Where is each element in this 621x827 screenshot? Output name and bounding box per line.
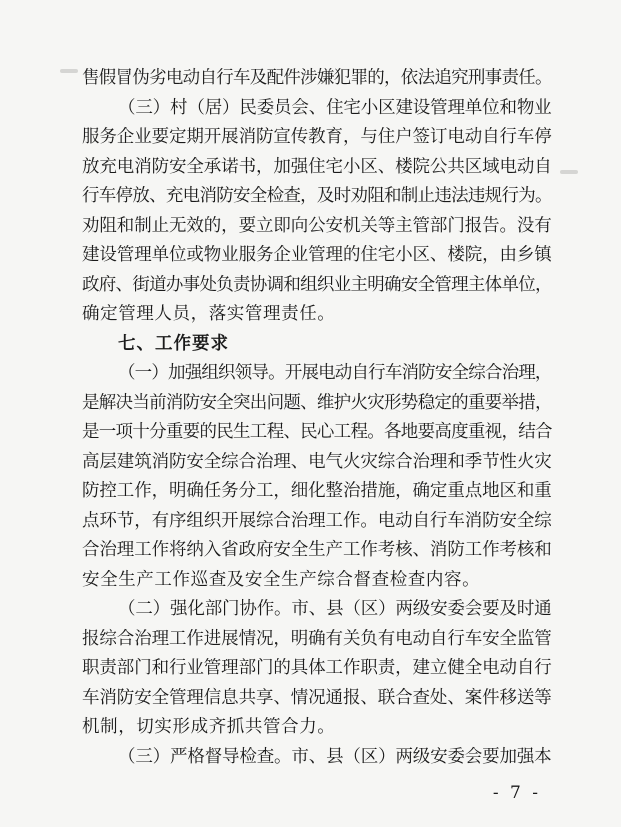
paragraph-line: 报综合治理工作进展情况，明确有关负有电动自行车安全监管	[82, 628, 552, 649]
paragraph-line: 行车停放、充电消防安全检查，及时劝阻和制止违法违规行为。	[82, 186, 552, 206]
document-body	[82, 64, 552, 772]
paragraph-line: 确定管理人员，落实管理责任。	[82, 304, 336, 324]
paragraph-line: 车消防安全管理信息共享、情况通报、联合查处、案件移送等	[82, 687, 552, 708]
page-number: - 7 -	[492, 783, 541, 803]
paragraph-line: （三）村（居）民委员会、住宅小区建设管理单位和物业	[118, 97, 552, 118]
paragraph-line: 是一项十分重要的民生工程、民心工程。各地要高度重视，结合	[82, 422, 552, 442]
paragraph-line: 建设管理单位或物业服务企业管理的住宅小区、楼院，由乡镇	[82, 245, 552, 265]
paragraph-line: 合治理工作将纳入省政府安全生产工作考核、消防工作考核和	[82, 540, 552, 560]
paragraph-line: 职责部门和行业管理部门的具体工作职责，建立健全电动自行	[82, 658, 552, 678]
paragraph-line: （三）严格督导检查。市、县（区）两级安委会要加强本	[118, 746, 552, 767]
paragraph-line: 劝阻和制止无效的，要立即向公安机关等主管部门报告。没有	[82, 215, 552, 236]
paragraph-line: 放充电消防安全承诺书，加强住宅小区、楼院公共区域电动自	[82, 156, 552, 177]
paragraph-line: （二）强化部门协作。市、县（区）两级安委会要及时通	[118, 599, 552, 619]
paragraph-line: （一）加强组织领导。开展电动自行车消防安全综合治理，	[118, 363, 552, 383]
paragraph-line: 高层建筑消防安全综合治理、电气火灾综合治理和季节性火灾	[82, 451, 552, 472]
scan-mark	[560, 170, 578, 174]
section-heading: 七、工作要求	[118, 333, 229, 354]
paragraph-line: 机制，切实形成齐抓共管合力。	[82, 717, 336, 737]
paragraph-line: 点环节，有序组织开展综合治理工作。电动自行车消防安全综	[82, 510, 552, 531]
paragraph-line: 安全生产工作巡查及安全生产综合督查检查内容。	[82, 569, 481, 590]
paragraph-line: 防控工作，明确任务分工，细化整治措施，确定重点地区和重	[82, 481, 552, 501]
paragraph-line: 政府、街道办事处负责协调和组织业主明确安全管理主体单位，	[82, 274, 552, 295]
paragraph-line: 售假冒伪劣电动自行车及配件涉嫌犯罪的，依法追究刑事责任。	[82, 68, 552, 88]
paragraph-line: 服务企业要定期开展消防宣传教育，与住户签订电动自行车停	[82, 127, 552, 147]
paragraph-line: 是解决当前消防安全突出问题、维护火灾形势稳定的重要举措，	[82, 392, 552, 413]
scan-mark	[60, 69, 78, 73]
